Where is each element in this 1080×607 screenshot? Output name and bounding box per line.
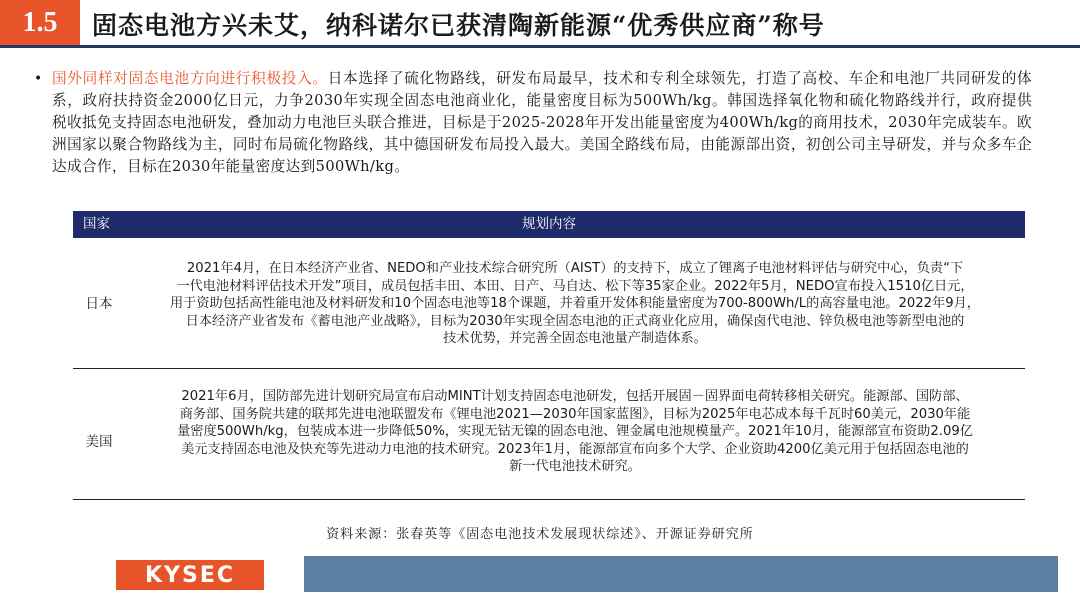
- plan-line: 美元支持固态电池及快充等先进动力电池的技术研究。2023年1月，能源部宣布向多个大学、企业资助4200亿美元用于包括固态电池的: [181, 441, 969, 457]
- plan-line: 日本经济产业省发布《蓄电池产业战略》，目标为2030年实现全固态电池的正式商业化应用，确保卤代电池、锌负极电池等新型电池的: [185, 313, 965, 329]
- plan-line: 量密度500Wh/kg，包装成本进一步降低50%，实现无钴无镍的固态电池、锂金属电池规模量产。2021年10月，能源部宣布资助2.09亿: [177, 424, 973, 439]
- table-bottom-rule: [73, 499, 1025, 500]
- table-row-japan: [73, 256, 1025, 356]
- header-divider: [0, 45, 1080, 48]
- plan-line: 新一代电池技术研究。: [509, 459, 641, 474]
- intro-highlight: 国外同样对固态电池方向进行积极投入。: [52, 70, 328, 87]
- header-plan: 规划内容: [522, 216, 576, 232]
- plan-line: 商务部、国务院共建的联邦先进电池联盟发布《锂电池2021—2030年国家蓝图》，目标为2025年电芯成本每千瓦时60美元，2030年能: [179, 406, 971, 422]
- row-divider: [73, 368, 1025, 369]
- row-country: 日本: [85, 296, 113, 312]
- kysec-logo: KYSEC: [116, 560, 264, 590]
- plan-line: 技术优势，并完善全固态电池量产制造体系。: [443, 331, 707, 346]
- row-plan: [125, 388, 1025, 476]
- source-note: 资料来源：张春英等《固态电池技术发展现状综述》、开源证券研究所: [326, 527, 754, 542]
- table-header: [73, 211, 1025, 238]
- plan-line: 一代电池材料评估技术开发”项目，成员包括丰田、本田、日产、马自达、松下等35家企业。2022年5月，NEDO宣布投入1510亿日元，: [176, 278, 974, 294]
- intro-body: 日本选择了硫化物路线，研发布局最早，技术和专利全球领先，打造了高校、车企和电池厂共同研发的体系，政府扶持资金2000亿日元，力争2030年实现全固态电池商业化，能量密度目标为500Wh/kg。韩国选择氧化物和硫化物路线并行，政府提供税收抵免支持固态电池研发，叠加动力电池巨头联合推进，目标是于2025-2028年开发出能量密度为400Wh/kg的商用技术，2030年完成装车。欧洲国家以聚合物路线为主，同时布局硫化物路线，其中德国研发布局投入最大。美国全路线布局，由能源部出资，初创公司主导研发，并与众多车企达成合作，目标在2030年能量密度达到500Wh/kg。: [52, 70, 1032, 175]
- row-country: 美国: [85, 434, 113, 450]
- table-row-usa: [73, 384, 1025, 484]
- intro-paragraph: [52, 68, 1032, 178]
- page-title: 固态电池方兴未艾，纳科诺尔已获清陶新能源“优秀供应商”称号: [92, 11, 825, 40]
- plan-line: 2021年4月，在日本经济产业省、NEDO和产业技术综合研究所（AIST）的支持下，成立了锂离子电池材料评估与研究中心，负责“下: [186, 261, 964, 276]
- footer-bar: [304, 556, 1058, 592]
- header-country: 国家: [83, 216, 110, 232]
- bullet-marker: •: [34, 71, 43, 87]
- plan-line: 2021年6月，国防部先进计划研究局宣布启动MINT计划支持固态电池研发，包括开展固－固界面电荷转移相关研究。能源部、国防部、: [181, 389, 969, 404]
- row-plan: [125, 260, 1025, 348]
- plan-line: 用于资助包括高性能电池及材料研发和10个固态电池等18个课题，并着重开发体积能量密度为700-800Wh/L的高容量电池。2022年9月，: [170, 296, 980, 311]
- section-number: 1.5: [0, 0, 80, 46]
